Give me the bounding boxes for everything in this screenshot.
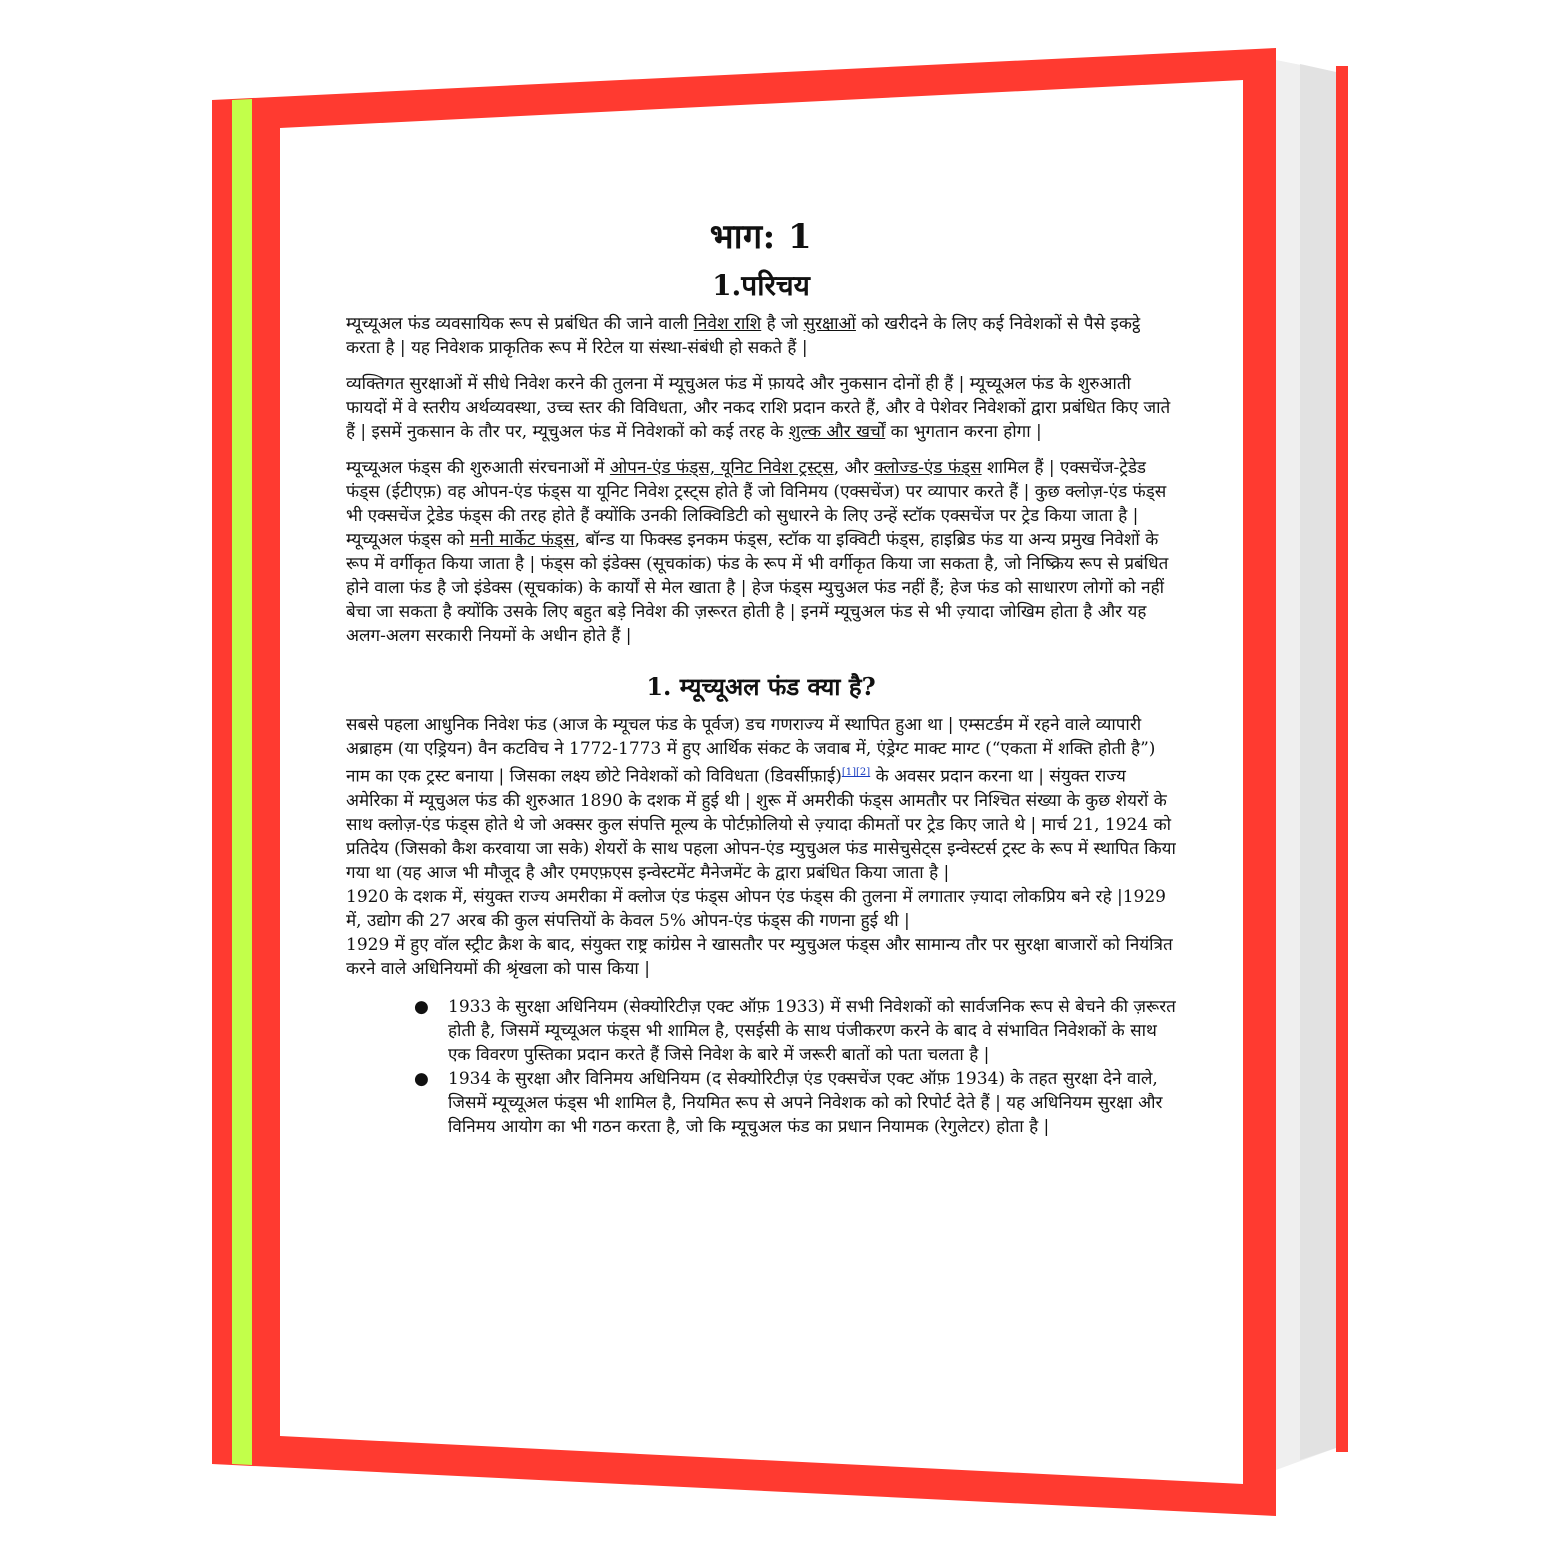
spine-stripe-red-left	[212, 100, 232, 1464]
what-heading: 1. म्यूच्यूअल फंड क्या है?	[646, 672, 876, 701]
page-block-shade	[1300, 64, 1336, 1460]
what-p1-text-b: के अवसर प्रदान करना था | संयुक्त राज्य अमेरिका में म्यूचुअल फंड की शुरुआत 1890 के दशक में हुई थी | शुरू में अमरीकी फंड्स आमतौर पर निश्चित संख्या के कुछ शेयरों के साथ क्लोज़-एंड फंड्स होते थे जो अक्सर कुल संपत्ति मूल्य के पोर्टफ़ोलियो से ज़्यादा कीमतों पर ट्रेड किए जाते थे | मार्च 21, 1924 को प्रतिदेय (जिसको कैश करवाया जा सके) शेयरों के साथ पहला ओपन-एंड म्युचुअल फंड मासेचुसेट्स इन्वेस्टर्स ट्रस्ट के रूप में स्थापित किया गया था (यह आज भी मौजूद है और एमएफ़एस इन्वेस्टमेंट मैनेजमेंट के द्वारा प्रबंधित किया जाता है |	[346, 766, 1176, 883]
bullet-icon: ●	[414, 996, 429, 1017]
what-paragraph-2: 1920 के दशक में, संयुक्त राज्य अमरीका में क्लोज एंड फंड्स ओपन एंड फंड्स की तुलना में लगातार ज़्यादा लोकप्रिय बने रहे |1929 में, उद्योग की 27 अरब की कुल संपत्तियों के केवल 5% ओपन-एंड फंड्स की गणना हुई थी |	[346, 886, 1166, 931]
back-cover-edge	[1336, 66, 1348, 1452]
what-paragraph-1	[346, 713, 1176, 885]
intro-p1-text-b: है जो	[761, 314, 804, 334]
intro-paragraph-2	[346, 372, 1176, 444]
intro-p1-text-c: को खरीदने के लिए कई निवेशकों से पैसे इकट्ठे करता है | यह निवेशक प्राकृतिक रूप में रिटेल या संस्था-संबंधी हो सकते हैं |	[346, 314, 1141, 358]
intro-paragraph-3	[346, 456, 1176, 648]
part-title: भाग: 1	[709, 217, 813, 257]
list-item-text: 1934 के सुरक्षा और विनिमय अधिनियम (द सेक्योरिटीज़ एंड एक्सचेंज एक्ट ऑफ़ 1934) के तहत सुरक्षा देने वाले, जिसमें म्यूच्यूअल फंड्स भी शामिल है, नियमित रूप से अपने निवेशक को को रिपोर्ट देते हैं | यह अधिनियम सुरक्षा और विनिमय आयोग का भी गठन करता है, जो कि म्यूचुअल फंड का प्रधान नियामक (रेगुलेटर) होता है |	[448, 1068, 1163, 1137]
intro-p3-text-b: , और	[833, 458, 875, 478]
what-p1-text-a: सबसे पहला आधुनिक निवेश फंड (आज के म्यूचल फंड के पूर्वज) डच गणराज्य में स्थापित हुआ था | एम्सटर्डम में रहने वाले व्यापारी अब्राहम (या एड्रियन) वैन कटविच ने 1772-1773 में हुए आर्थिक संकट के जवाब में, एंड्रेग्ट माक्ट माग्ट (“एकता में शक्ति होती है”) नाम का एक ट्रस्ट बनाया | जिसका लक्ष्य छोटे निवेशकों को विविधता (डिवर्सीफ़ाई)	[346, 715, 1156, 787]
list-item	[414, 995, 1176, 1067]
link-fees-and-expenses[interactable]: शुल्क और खर्चों	[788, 422, 886, 442]
intro-p2-text-a: व्यक्तिगत सुरक्षाओं में सीधे निवेश करने की तुलना में म्यूचुअल फंड में फ़ायदे और नुकसान दोनों ही हैं | म्यूच्यूअल फंड के शुरुआती फायदों में वे स्तरीय अर्थव्यवस्था, उच्च स्तर की विविधता, और नकद राशि प्रदान करते हैं, और वे पेशेवर निवेशकों द्वारा प्रबंधित किए जाते हैं | इसमें नुकसान के तौर पर, म्यूचुअल फंड में निवेशकों को कई तरह के	[346, 374, 1171, 442]
what-paragraph-3: 1929 में हुए वॉल स्ट्रीट क्रैश के बाद, संयुक्त राष्ट्र कांग्रेस ने खासतौर पर म्युचुअल फंड्स और सामान्य तौर पर सुरक्षा बाजारों को नियंत्रित करने वाले अधिनियमों की श्रृंखला को पास किया |	[346, 934, 1173, 979]
intro-p3-text-a: म्यूच्यूअल फंड्स की शुरुआती संरचनाओं में	[346, 458, 610, 478]
link-money-market-funds[interactable]: मनी मार्केट फंड्स	[469, 530, 575, 550]
list-item-text: 1933 के सुरक्षा अधिनियम (सेक्योरिटीज़ एक्ट ऑफ़ 1933) में सभी निवेशकों को सार्वजनिक रूप से बेचने की ज़रूरत होती है, जिसमें म्यूच्यूअल फंड्स भी शामिल है, एसईसी के साथ पंजीकरण करने के बाद वे संभावित निवेशकों के साथ एक विवरण पुस्तिका प्रदान करते हैं जिसे निवेश के बारे में जरूरी बातों को पता चलता है |	[448, 996, 1176, 1065]
reference-link-2[interactable]: [2]	[856, 767, 871, 778]
bullet-icon: ●	[414, 1068, 429, 1089]
page-content	[346, 200, 1176, 1380]
intro-p2-text-b: का भुगतान करना होगा |	[885, 422, 1042, 442]
intro-heading: 1.परिचय	[712, 269, 810, 302]
intro-p1-text-a: म्यूच्यूअल फंड व्यवसायिक रूप से प्रबंधित की जाने वाली	[346, 314, 694, 334]
intro-p3-text-c: शामिल हैं | एक्सचेंज-ट्रेडेड फंड्स (ईटीएफ़) वह ओपन-एंड फंड्स या यूनिट निवेश ट्रस्ट्स होते हैं जो विनिमय (एक्सचेंज) पर व्यापार करते हैं | कुछ क्लोज़-एंड फंड्स भी एक्सचेंज ट्रेडेड फंड्स की तरह होते हैं क्योंकि उनकी लिक्विडिटी को सुधारने के लिए उन्हें स्टॉक एक्सचेंज पर ट्रेड किया जाता है | म्यूच्यूअल फंड्स को	[346, 458, 1167, 550]
intro-p3-text-d: , बॉन्ड या फिक्स्ड इनकम फंड्स, स्टॉक या इक्विटी फंड्स, हाइब्रिड फंड या अन्य प्रमुख निवेशों के रूप में वर्गीकृत किया जाता है | फंड्स को इंडेक्स (सूचकांक) फंड के रूप में भी वर्गीकृत किया जा सकता है, जो निष्क्रिय रूप से प्रबंधित होने वाला फंड है जो इंडेक्स (सूचकांक) के कार्यों से मेल खाता है | हेज फंड्स म्युचुअल फंड नहीं हैं; हेज फंड को साधारण लोगों को नहीं बेचा जा सकता है क्योंकि उसके लिए बहुत बड़े निवेश की ज़रूरत होती है | इनमें म्यूचुअल फंड से भी ज़्यादा जोखिम होता है और यह अलग-अलग सरकारी नियमों के अधीन होते हैं |	[346, 530, 1169, 646]
reference-link-1[interactable]: [1]	[841, 767, 857, 778]
link-closed-end-funds[interactable]: क्लोज्ड-एंड फंड्स	[874, 458, 982, 478]
link-securities[interactable]: सुरक्षाओं	[803, 314, 856, 334]
acts-list	[346, 995, 1176, 1139]
intro-paragraph-1	[346, 312, 1176, 360]
spine-stripe-green	[232, 99, 252, 1465]
link-open-end-funds[interactable]: ओपन-एंड फंड्स, यूनिट निवेश ट्रस्ट्स	[609, 458, 834, 478]
list-item	[414, 1067, 1176, 1139]
link-investment-fund[interactable]: निवेश राशि	[693, 314, 762, 334]
